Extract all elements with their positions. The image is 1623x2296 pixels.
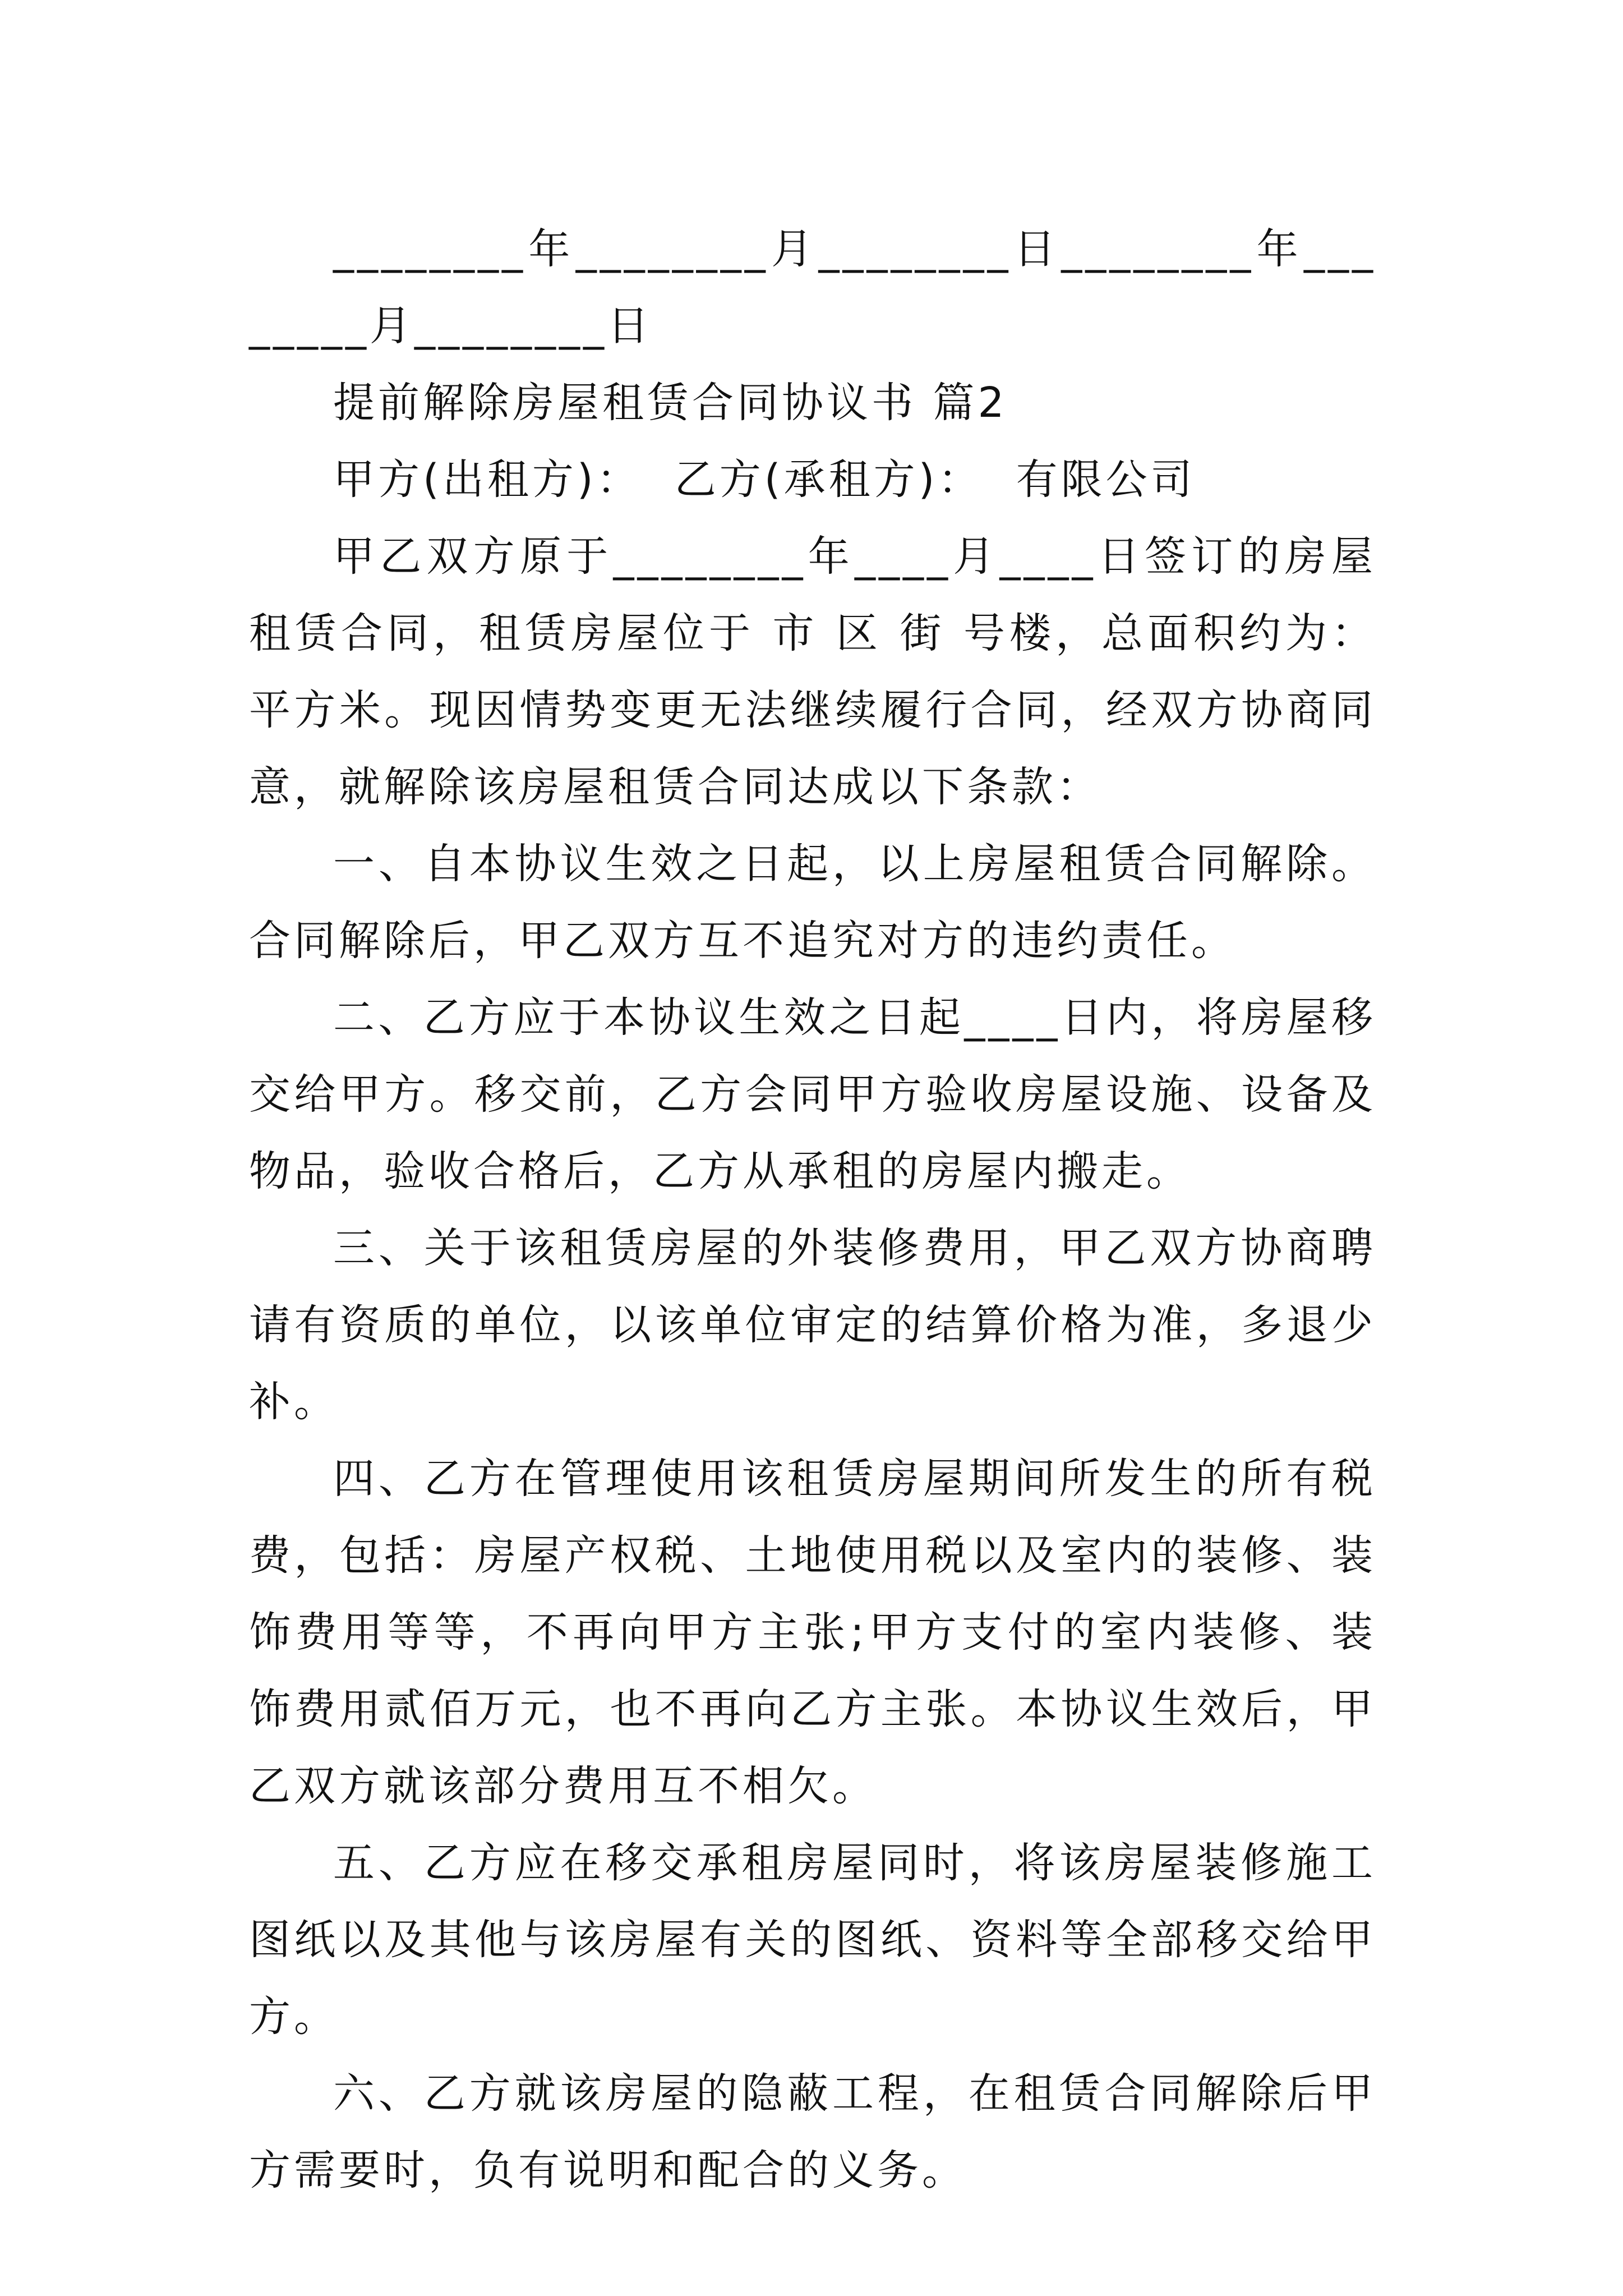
document-body (249, 211, 1393, 2209)
clause-2: 二、乙方应于本协议生效之日起____日内，将房屋移交给甲方。移交前，乙方会同甲方验收房屋设施、设备及物品，验收合格后，乙方从承租的房屋内搬走。 (249, 993, 1376, 1195)
clause-5: 五、乙方应在移交承租房屋同时，将该房屋装修施工图纸以及其他与该房屋有关的图纸、资料等全部移交给甲方。 (249, 1839, 1376, 2041)
parties-line: 甲方(出租方)： 乙方(承租方)： 有限公司 (333, 455, 1196, 504)
clause-6: 六、乙方就该房屋的隐蔽工程，在租赁合同解除后甲方需要时，负有说明和配合的义务。 (249, 2069, 1376, 2194)
clause-4: 四、乙方在管理使用该租赁房屋期间所发生的所有税费，包括：房屋产权税、土地使用税以及室内的装修、装饰费用等等，不再向甲方主张;甲方支付的室内装修、装饰费用贰佰万元，也不再向乙方主张。本协议生效后，甲乙双方就该部分费用互不相欠。 (249, 1455, 1376, 1810)
clause-3: 三、关于该租赁房屋的外装修费用，甲乙双方协商聘请有资质的单位，以该单位审定的结算价格为准，多退少补。 (249, 1224, 1376, 1426)
section-title: 提前解除房屋租赁合同协议书 篇2 (333, 379, 1008, 427)
date-line: ________年________月________日________年________月________日 (249, 225, 1376, 350)
intro-paragraph: 甲乙双方原于________年____月____日签订的房屋租赁合同，租赁房屋位于 市 区 街 号楼，总面积约为： 平方米。现因情势变更无法继续履行合同，经双方协商同意，就解除该房屋租赁合同达成以下条款： (249, 532, 1393, 811)
clause-1: 一、自本协议生效之日起，以上房屋租赁合同解除。合同解除后，甲乙双方互不追究对方的违约责任。 (249, 840, 1376, 965)
